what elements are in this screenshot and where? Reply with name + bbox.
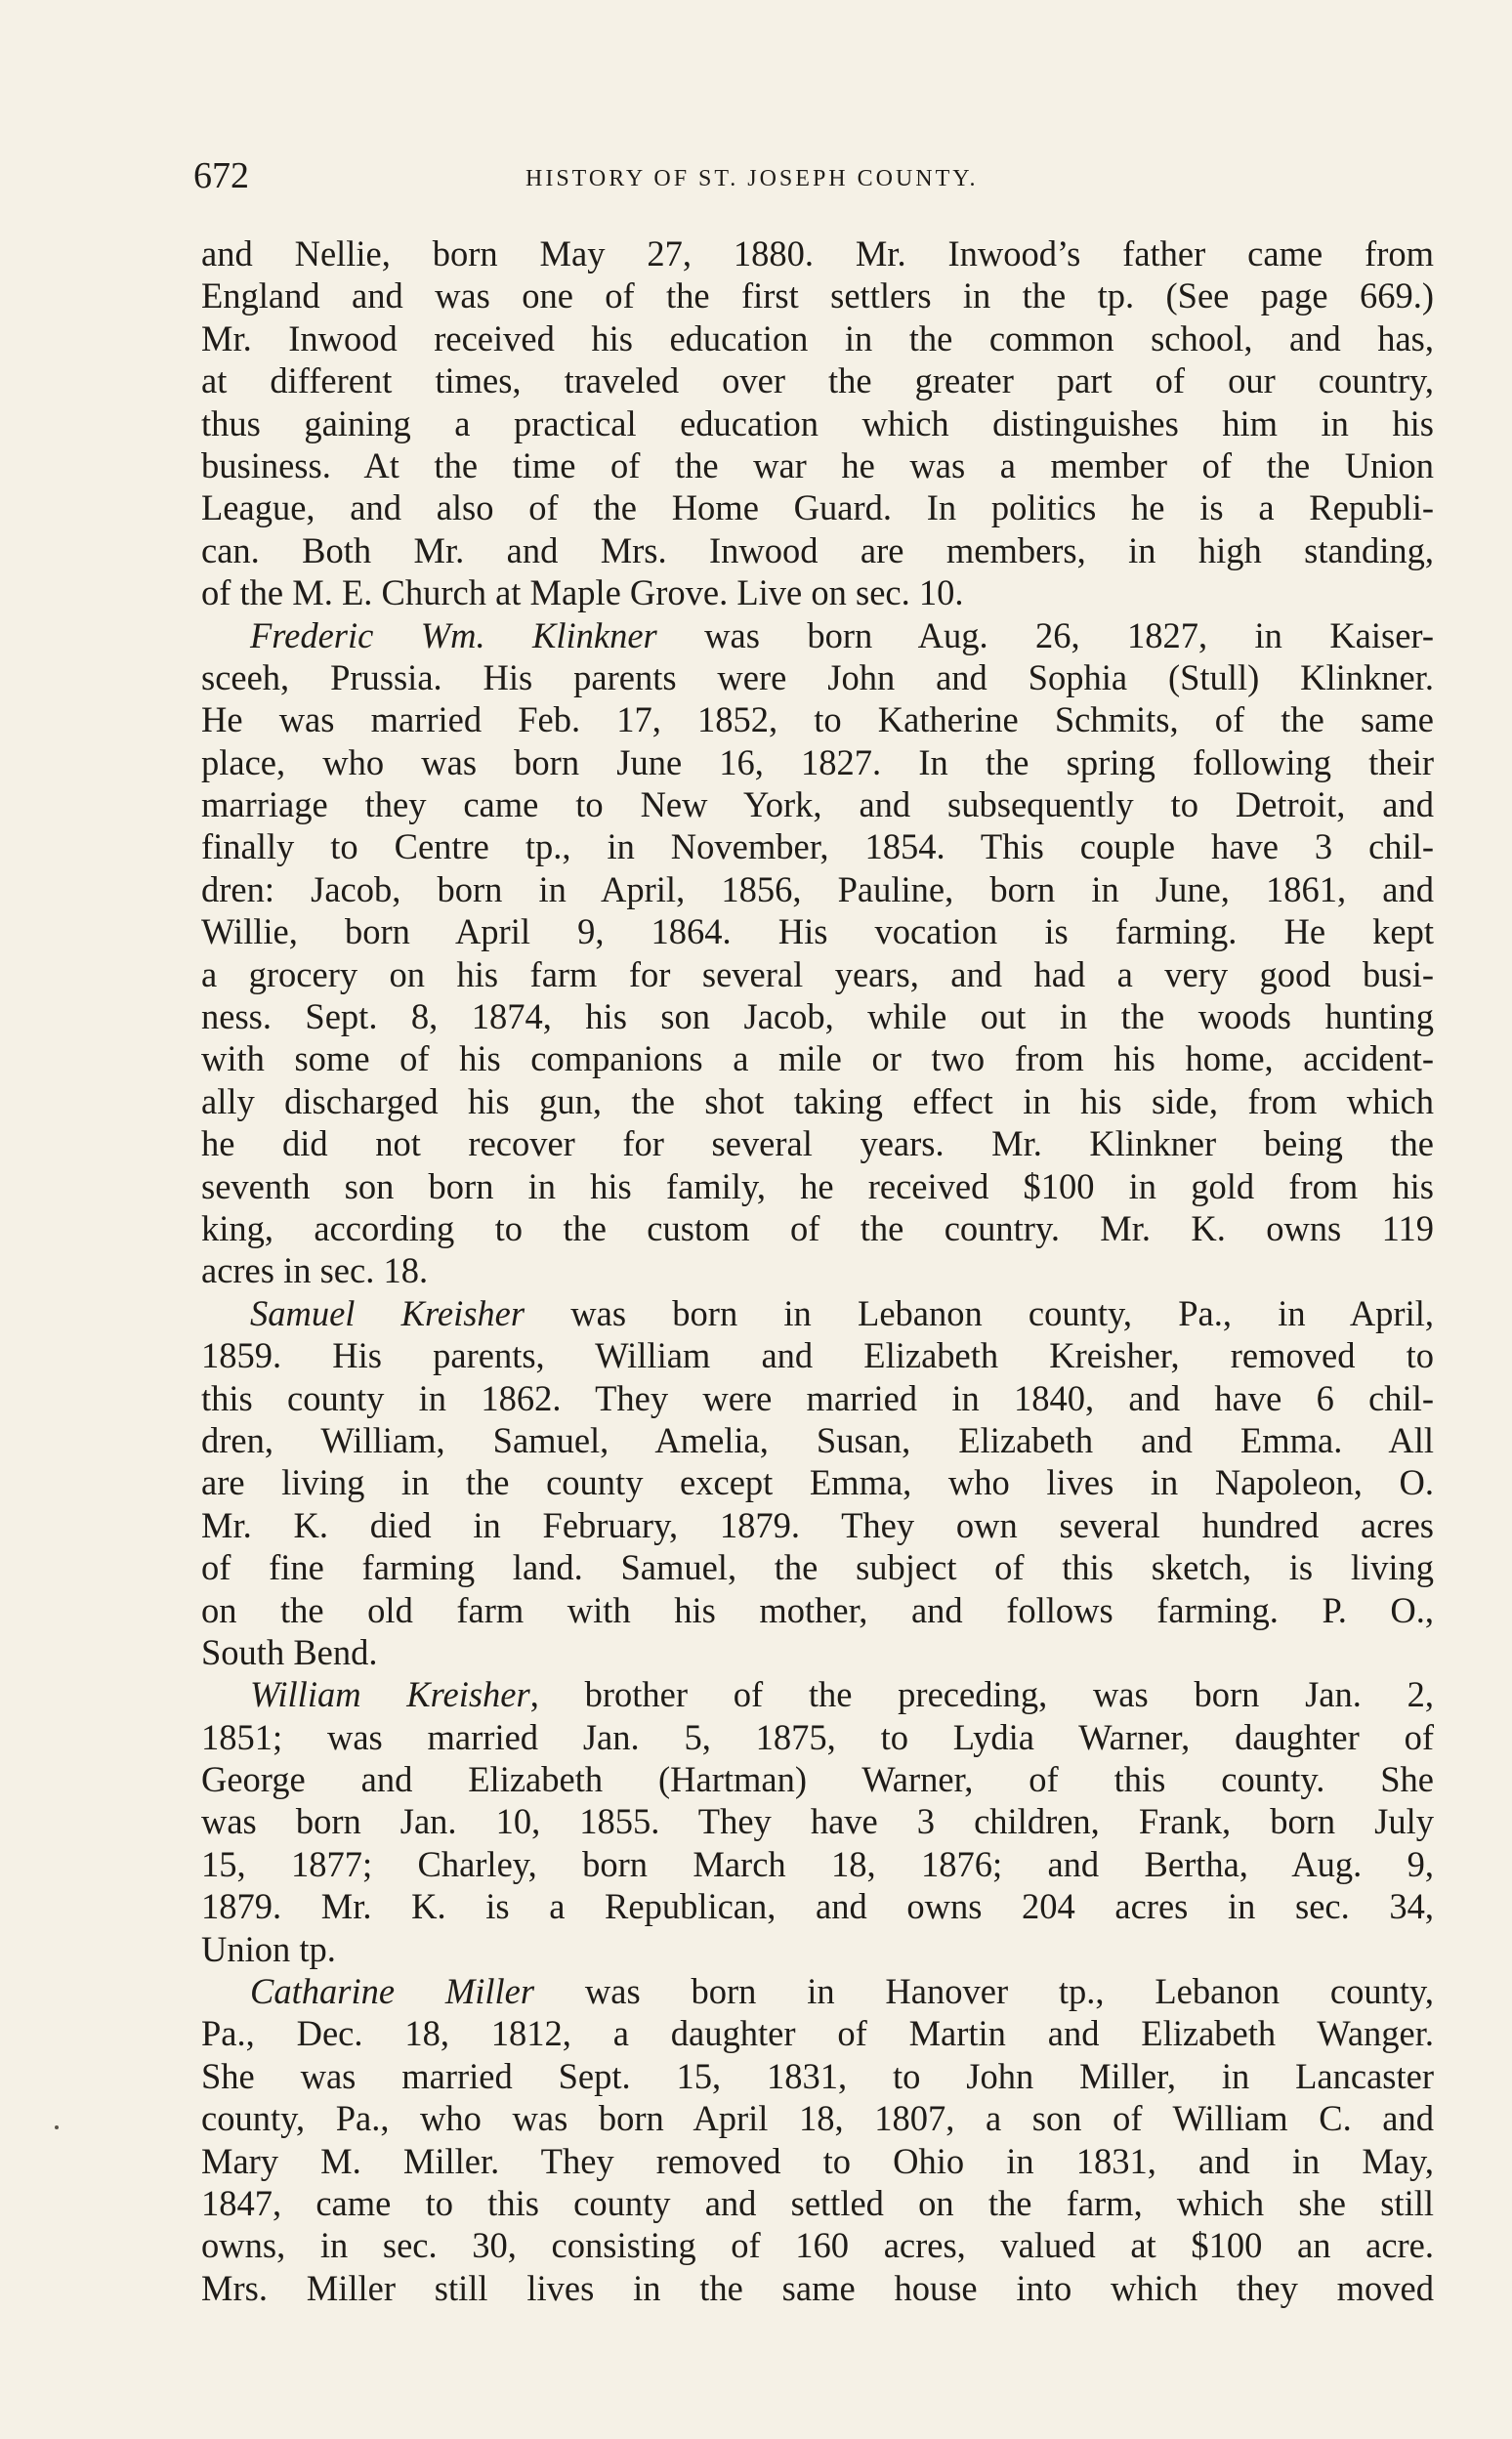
text-line [201,953,1434,995]
line-text: dren: Jacob, born in April, 1856, Pauline, born in June, 1861, and [201,868,1434,909]
line-text: acres in sec. 18. [201,1250,429,1291]
text-line [201,274,1434,316]
line-text: with some of his companions a mile or two from his home, accident- [201,1038,1434,1079]
text-line [201,1504,1434,1546]
text-line [201,698,1434,740]
line-text: ness. Sept. 8, 1874, his son Jacob, while out in the woods hunting [201,996,1434,1037]
line-text: seventh son born in his family, he received $100 in gold from his [201,1165,1434,1206]
text-line [201,656,1434,698]
line-text: was born Aug. 26, 1827, in Kaiser- [656,614,1435,655]
line-text: George and Elizabeth (Hartman) Warner, of this county. She [201,1759,1434,1800]
text-line [201,359,1434,401]
line-text: Pa., Dec. 18, 1812, a daughter of Martin and Elizabeth Wanger. [201,2013,1434,2054]
line-text: owns, in sec. 30, consisting of 160 acres, valued at $100 an acre. [201,2225,1434,2266]
text-line [201,486,1434,528]
line-text: of fine farming land. Samuel, the subject of this sketch, is living [201,1547,1434,1588]
text-line [201,1165,1434,1207]
text-line [201,1292,1434,1334]
text-line [201,825,1434,867]
text-line [201,1843,1434,1885]
text-line [201,614,1434,656]
line-text: county, Pa., who was born April 18, 1807, a son of William C. and [201,2098,1434,2139]
line-text: Willie, born April 9, 1864. His vocation is farming. He kept [201,911,1434,952]
text-line [201,741,1434,783]
text-line [201,1377,1434,1419]
text-line [201,2055,1434,2097]
line-text: 1847, came to this county and settled on the farm, which she still [201,2182,1434,2223]
text-line [201,1631,1434,1673]
text-line [201,2182,1434,2224]
line-text: finally to Centre tp., in November, 1854. This couple have 3 chil- [201,826,1434,867]
line-text: at different times, traveled over the greater part of our country, [201,360,1434,401]
text-line [201,1207,1434,1249]
text-line [201,529,1434,571]
text-line [201,1758,1434,1800]
body-text [201,232,1434,2309]
line-text: League, and also of the Home Guard. In politics he is a Republi- [201,487,1434,528]
text-line [201,2097,1434,2139]
line-text: place, who was born June 16, 1827. In the spring following their [201,741,1434,782]
text-line [201,995,1434,1037]
line-text: Union tp. [201,1928,336,1969]
line-text: 1851; was married Jan. 5, 1875, to Lydia Warner, daughter of [201,1716,1434,1757]
line-text: He was married Feb. 17, 1852, to Katherine Schmits, of the same [201,699,1434,740]
biography-name: William Kreisher [250,1674,530,1715]
text-line [201,1419,1434,1461]
line-text: thus gaining a practical education which distinguishes him in his [201,402,1434,443]
text-line [201,868,1434,910]
text-line [201,444,1434,486]
text-line [201,317,1434,359]
text-line [201,402,1434,444]
line-text: on the old farm with his mother, and follows farming. P. O., [201,1589,1434,1630]
text-line [201,1885,1434,1927]
line-text: and Nellie, born May 27, 1880. Mr. Inwood’s father came from [201,233,1434,273]
line-text: king, according to the custom of the country. Mr. K. owns 119 [201,1207,1434,1248]
text-line [201,2224,1434,2266]
text-line [201,1673,1434,1715]
text-line [201,2140,1434,2182]
text-line [201,910,1434,952]
line-text: South Bend. [201,1631,378,1672]
line-text: was born in Hanover tp., Lebanon county, [534,1971,1434,2012]
line-text: marriage they came to New York, and subsequently to Detroit, and [201,784,1434,825]
line-text: business. At the time of the war he was a member of the Union [201,444,1434,485]
text-line [201,2012,1434,2054]
text-line [201,1334,1434,1376]
line-text: ally discharged his gun, the shot taking effect in his side, from which [201,1080,1434,1121]
running-head: HISTORY OF ST. JOSEPH COUNTY. [525,166,979,191]
line-text: was born Jan. 10, 1855. They have 3 children, Frank, born July [201,1801,1434,1842]
text-line [201,1546,1434,1588]
line-text: 1859. His parents, William and Elizabeth Kreisher, removed to [201,1335,1434,1376]
line-text: this county in 1862. They were married in 1840, and have 6 chil- [201,1377,1434,1418]
text-line [201,1461,1434,1503]
line-text: 15, 1877; Charley, born March 18, 1876; and Bertha, Aug. 9, [201,1843,1434,1884]
line-text: Mary M. Miller. They removed to Ohio in 1831, and in May, [201,2140,1434,2181]
text-line [201,783,1434,825]
line-text: 1879. Mr. K. is a Republican, and owns 204 acres in sec. 34, [201,1886,1434,1927]
line-text: Mrs. Miller still lives in the same house into which they moved [201,2267,1434,2308]
text-line [201,571,1434,613]
line-text: She was married Sept. 15, 1831, to John Miller, in Lancaster [201,2055,1434,2096]
text-line [201,1716,1434,1758]
line-text: are living in the county except Emma, who lives in Napoleon, O. [201,1462,1434,1503]
text-line [201,1589,1434,1631]
line-text: was born in Lebanon county, Pa., in April, [525,1292,1434,1333]
biography-name: Catharine Miller [250,1971,535,2012]
biography-name: Frederic Wm. Klinkner [250,614,657,655]
page-header [193,154,1434,203]
line-text: England and was one of the first settlers in the tp. (See page 669.) [201,275,1434,316]
line-text: sceeh, Prussia. His parents were John and Sophia (Stull) Klinkner. [201,656,1434,697]
line-text: , brother of the preceding, was born Jan. 2, [529,1674,1434,1715]
line-text: Mr. K. died in February, 1879. They own several hundred acres [201,1504,1434,1545]
text-line [201,1800,1434,1842]
line-text: can. Both Mr. and Mrs. Inwood are members, in high standing, [201,529,1434,570]
page-number: 672 [193,155,249,196]
line-text: Mr. Inwood received his education in the common school, and has, [201,317,1434,358]
line-text: a grocery on his farm for several years, and had a very good busi- [201,953,1434,994]
line-text: of the M. E. Church at Maple Grove. Live on sec. 10. [201,572,964,613]
margin-mark [55,2125,59,2129]
text-line [201,2267,1434,2309]
line-text: dren, William, Samuel, Amelia, Susan, Elizabeth and Emma. All [201,1419,1434,1460]
text-line [201,1037,1434,1079]
text-line [201,1970,1434,2012]
text-line [201,1122,1434,1164]
text-line [201,1928,1434,1970]
text-line [201,1080,1434,1122]
line-text: he did not recover for several years. Mr. Klinkner being the [201,1123,1434,1164]
text-line [201,1249,1434,1291]
biography-name: Samuel Kreisher [250,1292,525,1333]
text-line [201,232,1434,274]
